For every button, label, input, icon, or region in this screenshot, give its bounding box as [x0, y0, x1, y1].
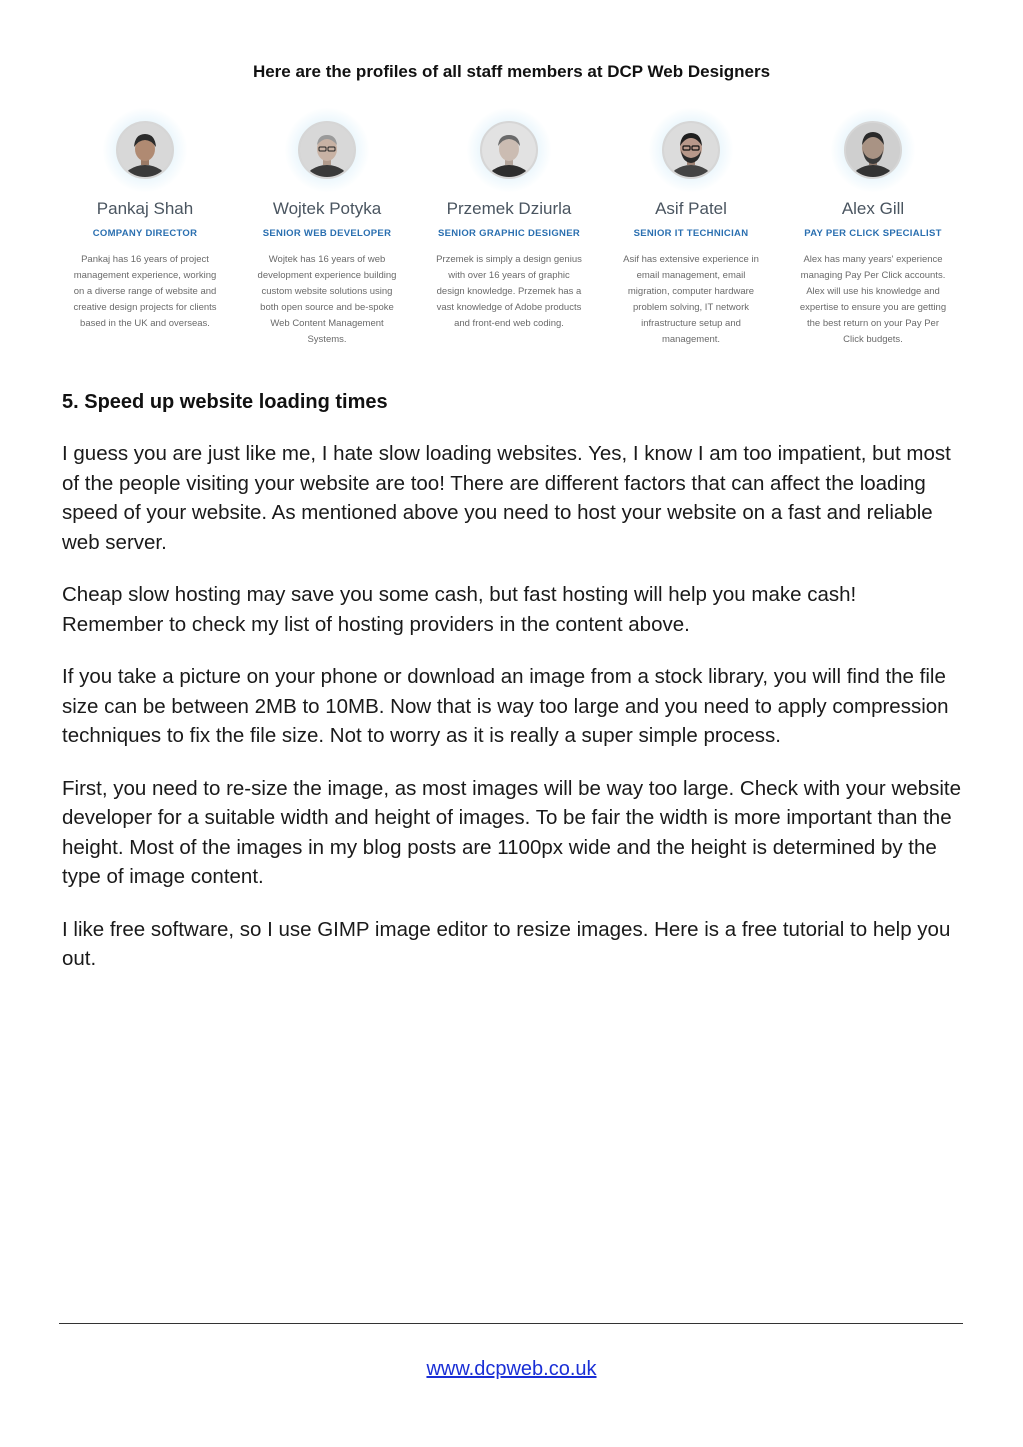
paragraph: I guess you are just like me, I hate slow loading websites. Yes, I know I am too impatient, but most of the people visiting your website are too! There are different factors that can affect the loading speed of your website. As mentioned above you need to host your website on a fast and reliable web server.	[62, 442, 951, 554]
paragraph: I like free software, so I use GIMP image editor to resize images. Here is a free tutorial to help you out.	[62, 917, 951, 970]
photo-glow	[285, 108, 369, 192]
article-section	[62, 388, 962, 997]
member-bio: Przemek is simply a design genius with over 16 years of graphic design knowledge. Przemek has a vast knowledge of Adobe products and front-end web coding.	[436, 254, 582, 329]
photo-glow	[467, 108, 551, 192]
member-name: Asif Patel	[655, 199, 727, 218]
photo-glow	[649, 108, 733, 192]
member-bio: Asif has extensive experience in email management, email migration, computer hardware problem solving, IT network infrastructure setup and management.	[623, 254, 759, 345]
member-bio: Wojtek has 16 years of web development experience building custom website solutions using both open source and be-spoke Web Content Management Systems.	[257, 254, 397, 345]
team-member	[54, 108, 236, 358]
member-bio: Alex has many years' experience managing Pay Per Click accounts. Alex will use his knowledge and expertise to ensure you are getting the best return on your Pay Per Click budgets.	[799, 254, 947, 345]
section-heading: 5. Speed up website loading times	[62, 391, 388, 413]
footer-website-link[interactable]: www.dcpweb.co.uk	[426, 1358, 597, 1380]
team-member	[418, 108, 600, 358]
team-caption: Here are the profiles of all staff members at DCP Web Designers	[252, 62, 771, 81]
member-name: Alex Gill	[841, 199, 905, 218]
member-role: SENIOR IT TECHNICIAN	[633, 228, 749, 239]
photo-glow	[831, 108, 915, 192]
avatar	[480, 121, 538, 179]
member-bio: Pankaj has 16 years of project management experience, working on a diverse range of website and creative design projects for clients based in the UK and overseas.	[73, 254, 217, 329]
paragraph: First, you need to re-size the image, as most images will be way too large. Check with your website developer for a suitable width and height of images. To be fair the width is more important than the height. Most of the images in my blog posts are 1100px wide and the height is determined by the type of image content.	[62, 776, 961, 888]
avatar	[844, 121, 902, 179]
member-role: PAY PER CLICK SPECIALIST	[804, 228, 942, 239]
member-name: Przemek Dziurla	[446, 199, 572, 218]
member-role: SENIOR WEB DEVELOPER	[262, 228, 392, 239]
footer-divider	[59, 1323, 963, 1324]
team-member	[600, 108, 782, 358]
team-profiles	[54, 108, 964, 358]
avatar	[116, 121, 174, 179]
team-member	[236, 108, 418, 358]
member-role: COMPANY DIRECTOR	[92, 228, 198, 239]
avatar	[662, 121, 720, 179]
member-name: Pankaj Shah	[96, 199, 194, 218]
paragraph: If you take a picture on your phone or download an image from a stock library, you will find the file size can be between 2MB to 10MB. Now that is way too large and you need to apply compression techniques to fix the file size. Not to worry as it is really a super simple process.	[62, 665, 949, 747]
member-role: SENIOR GRAPHIC DESIGNER	[437, 228, 581, 239]
avatar	[298, 121, 356, 179]
paragraph: Cheap slow hosting may save you some cash, but fast hosting will help you make cash! Remember to check my list of hosting providers in the content above.	[62, 583, 857, 636]
team-member	[782, 108, 964, 358]
member-name: Wojtek Potyka	[272, 199, 382, 218]
photo-glow	[103, 108, 187, 192]
